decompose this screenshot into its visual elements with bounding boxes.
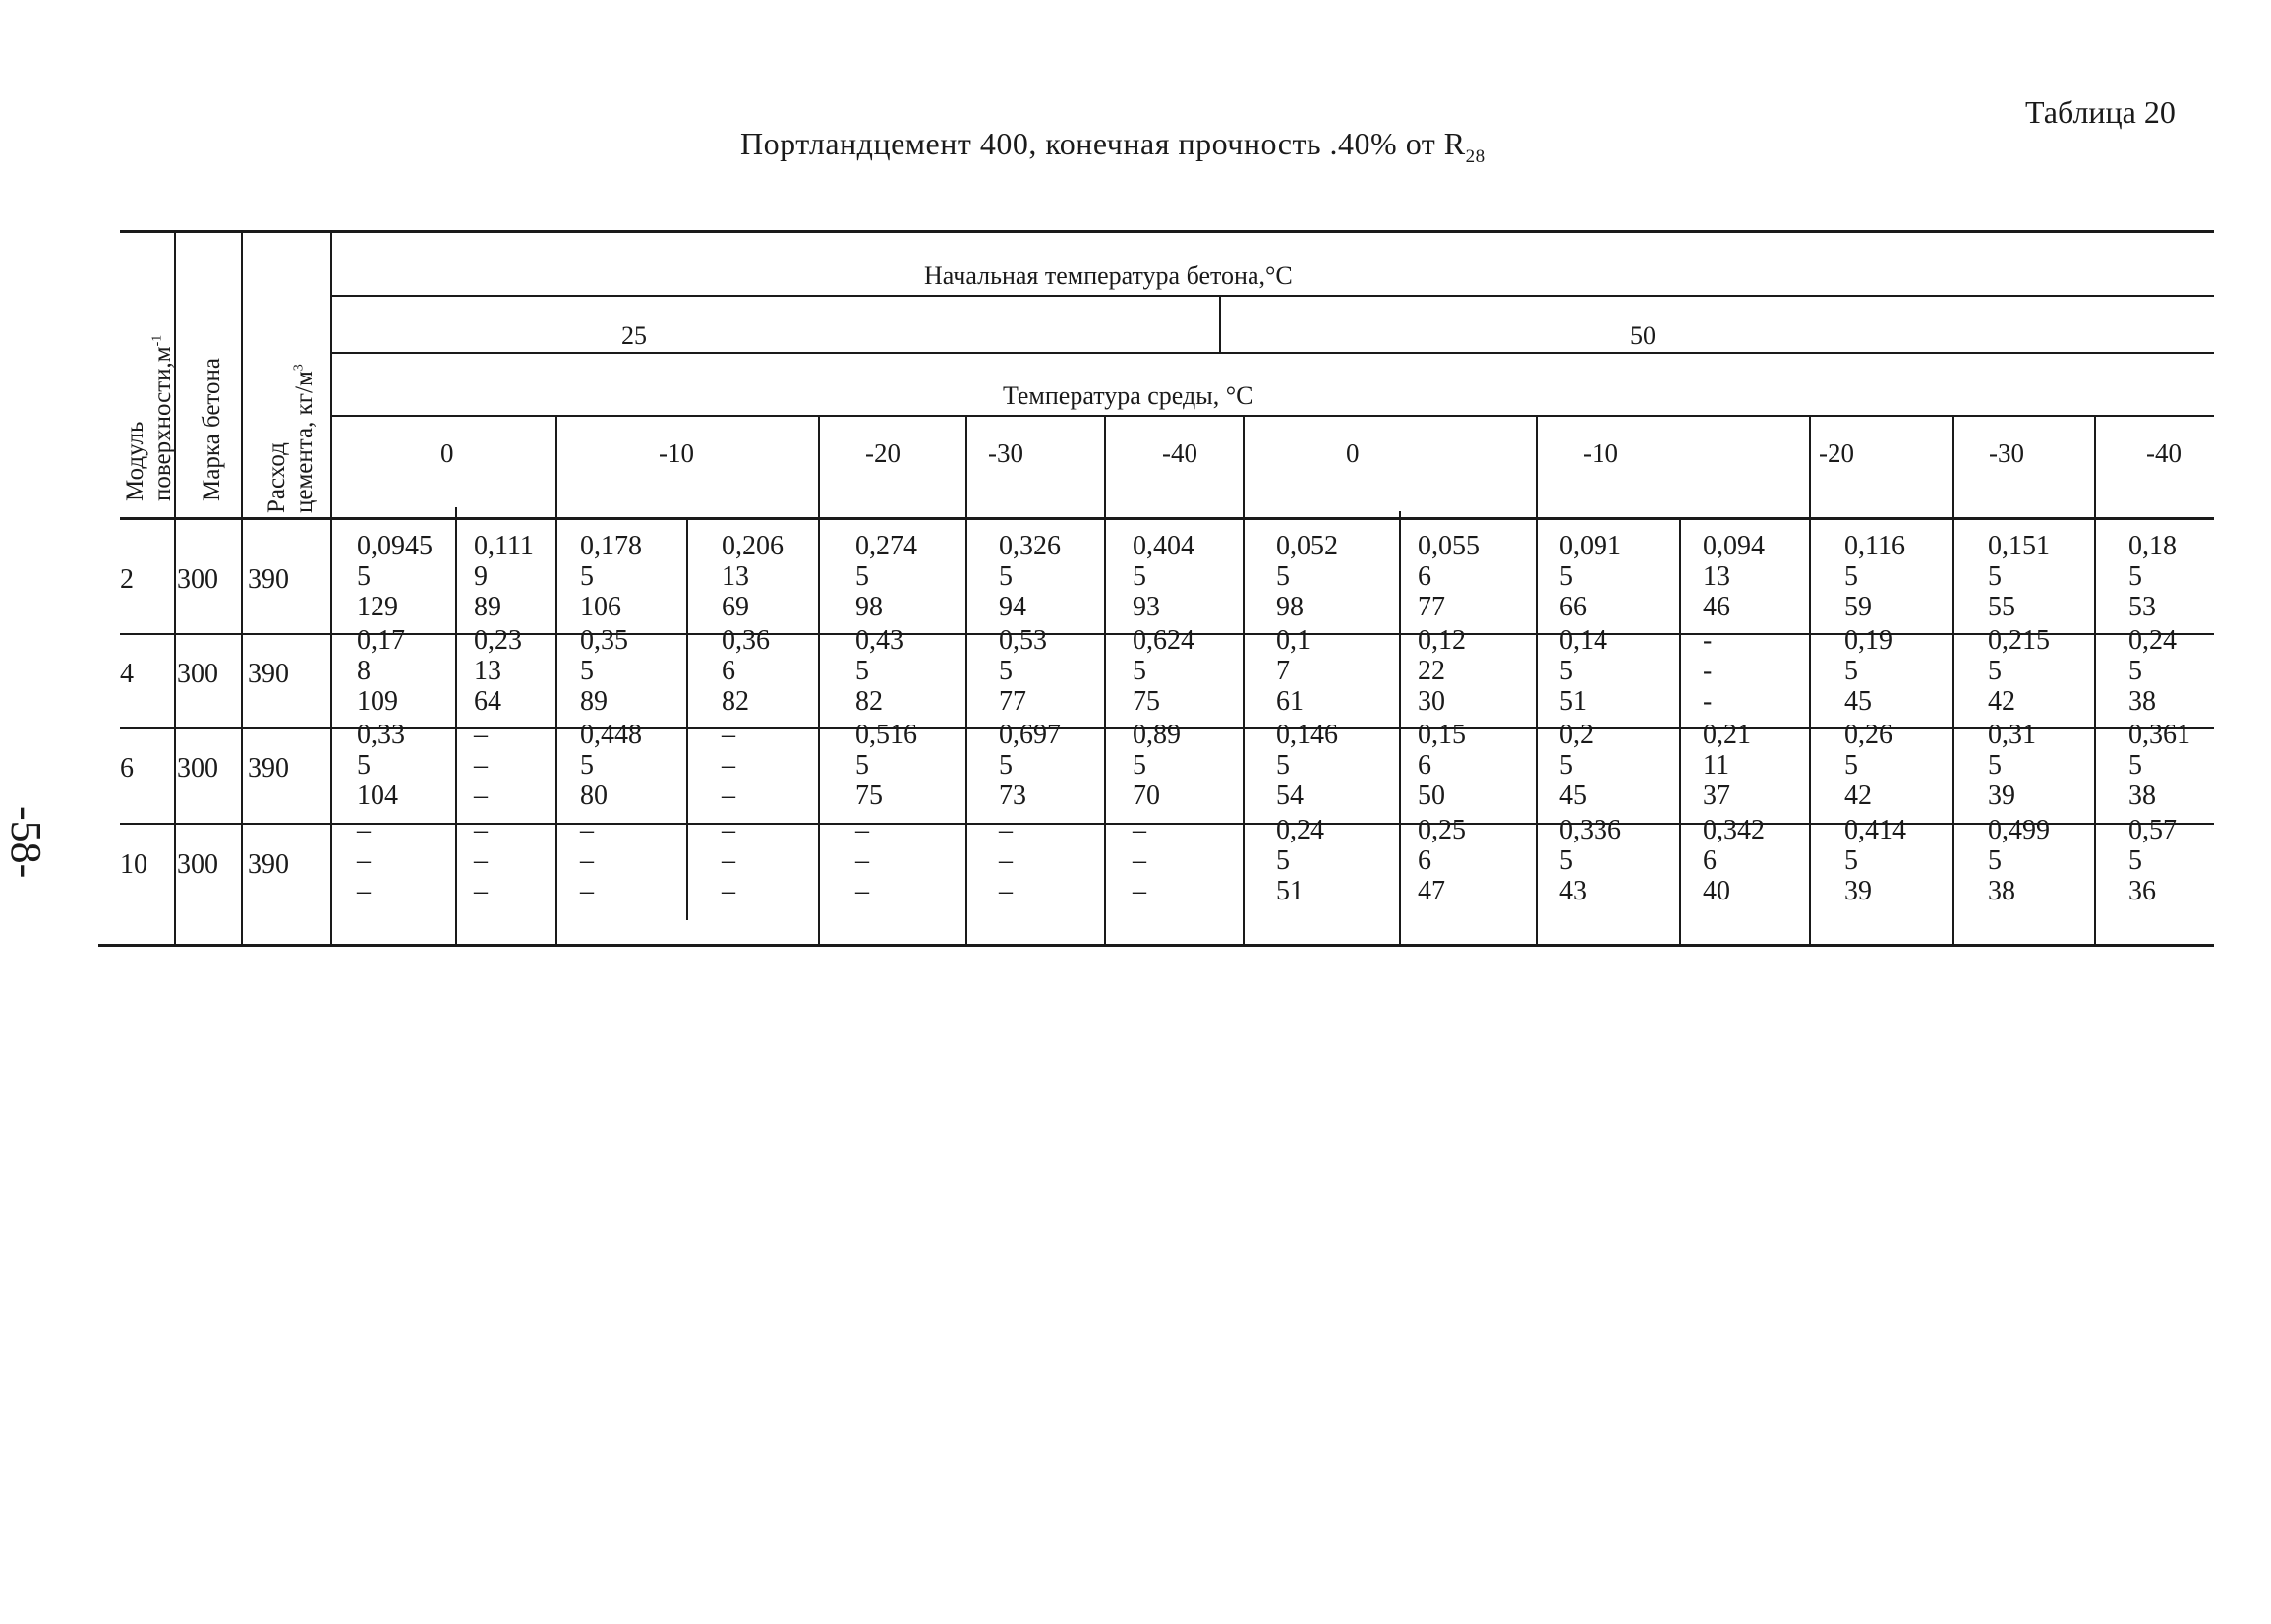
rule-under-env-temp [332,415,2214,417]
header-cement-line2: цемента, $кг/м^3$ [290,364,318,513]
header-grade: Марка бетона [199,358,225,501]
title-main: Портландцемент 400, конечная прочность .40% от R [740,126,1466,161]
table-cell: 0,342 6 40 [1703,815,1765,906]
vrule-50-m10 [1536,415,1538,946]
table-title [740,126,1485,168]
rule-top [120,230,2214,233]
table-cell: 0,31 5 39 [1988,720,2036,811]
table-cell: 0,055 6 77 [1418,531,1480,622]
rule-header-bottom [120,517,2214,520]
table-cell: 0,052 5 98 [1276,531,1338,622]
table-cell: 0,215 5 42 [1988,625,2050,717]
table-cell: 0,516 5 75 [855,720,917,811]
env-temp-25-m10: -10 [659,438,694,468]
header-cement-line1: Расход [263,442,290,513]
table-cell: 0,15 6 50 [1418,720,1466,811]
table-cell: 0,36 6 82 [722,625,770,717]
table-cell: 0,53 5 77 [999,625,1047,717]
table-cell: – – – [580,815,594,906]
vrule-50-m40 [2094,415,2096,946]
table-cell: 0,206 13 69 [722,531,784,622]
table-cell: 0,404 5 93 [1133,531,1194,622]
table-cell: 0,24 5 51 [1276,815,1324,906]
table-cell: 0,43 5 82 [855,625,903,717]
env-temp-50-m40: -40 [2146,438,2182,468]
table-cell: 0,151 5 55 [1988,531,2050,622]
row-cement: 390 [248,564,289,595]
row-grade: 300 [177,564,218,595]
row-cement: 390 [248,849,289,880]
header-modulus [122,335,176,501]
header-modulus-line1: Модуль [122,421,148,501]
table-cell: 0,091 5 66 [1559,531,1621,622]
table-cell: 0,094 13 46 [1703,531,1765,622]
env-temp-25-0: 0 [440,438,454,468]
table-cell: 0,0945 5 129 [357,531,433,622]
table-cell: 0,697 5 73 [999,720,1061,811]
rule-bottom [98,944,2214,947]
table-cell: 0,111 9 89 [474,531,534,622]
table-cell: 0,178 5 106 [580,531,642,622]
table-cell: 0,336 5 43 [1559,815,1621,906]
row-modulus: 4 [120,659,134,689]
env-temp-50-m10: -10 [1583,438,1618,468]
env-temp-25-m30: -30 [988,438,1023,468]
header-modulus-line2: $поверхности,м^{-1}$ [148,334,176,501]
table-cell: – – – [722,815,735,906]
table-cell: 0,2 5 45 [1559,720,1594,811]
rule-under-initial-temp [332,295,2214,297]
vrule-sub-50-m10 [1679,517,1681,946]
table-cell: – – – [855,815,869,906]
table-cell: 0,25 6 47 [1418,815,1466,906]
table-cell: 0,146 5 54 [1276,720,1338,811]
table-cell: – – – [474,815,488,906]
table-cell: 0,35 5 89 [580,625,628,717]
table-cell: 0,361 5 38 [2128,720,2190,811]
table-cell: 0,21 11 37 [1703,720,1751,811]
vrule-grade [241,230,243,946]
table-cell: 0,57 5 36 [2128,815,2177,906]
table-cell: 0,624 5 75 [1133,625,1194,717]
row-cement: 390 [248,753,289,783]
row-modulus: 2 [120,564,134,595]
env-temp-50-0: 0 [1346,438,1360,468]
vrule-sub-0-a [455,507,457,946]
rule-under-25-50 [332,352,2214,354]
env-temp-50-m20: -20 [1819,438,1854,468]
header-t50: 50 [1630,321,1656,350]
header-cement [263,364,318,513]
vrule-sub-50-0 [1399,511,1401,946]
header-t25: 25 [621,321,647,350]
table-cell: 0,14 5 51 [1559,625,1607,717]
table-cell: 0,326 5 94 [999,531,1061,622]
row-grade: 300 [177,753,218,783]
title-subscript: 28 [1465,146,1485,167]
vrule-50-m30 [1952,415,1954,946]
row-modulus: 10 [120,849,147,880]
table-cell: 0,1 7 61 [1276,625,1310,717]
row-grade: 300 [177,849,218,880]
table-cell: - - - [1703,625,1713,717]
table-cell: 0,23 13 64 [474,625,522,717]
table-cell: 0,448 5 80 [580,720,642,811]
table-cell: – – – [999,815,1013,906]
table-cell: 0,499 5 38 [1988,815,2050,906]
vrule-m10 [555,415,557,946]
header-initial-temp: Начальная температура бетона,°С [924,261,1293,290]
table-cell: 0,18 5 53 [2128,531,2177,622]
table-cell: 0,414 5 39 [1844,815,1906,906]
page-number: -58- [2,806,50,879]
table-cell: 0,17 8 109 [357,625,405,717]
row-cement: 390 [248,659,289,689]
env-temp-25-m20: -20 [865,438,901,468]
table-number: Таблица 20 [2025,94,2176,130]
env-temp-25-m40: -40 [1162,438,1197,468]
table-cell: 0,19 5 45 [1844,625,1892,717]
vrule-cement [330,230,332,946]
table-cell: 0,274 5 98 [855,531,917,622]
table-cell: 0,116 5 59 [1844,531,1905,622]
vrule-sub-m10-a [686,517,688,920]
table-cell: 0,26 5 42 [1844,720,1892,811]
row-grade: 300 [177,659,218,689]
vrule-50-0 [1243,415,1245,946]
table-cell: 0,89 5 70 [1133,720,1181,811]
table-cell: – – – [474,720,488,811]
table-cell: – – – [722,720,735,811]
header-env-temp: Температура среды, °С [1003,381,1253,410]
table-cell: – – – [1133,815,1146,906]
table-cell: – – – [357,815,371,906]
env-temp-50-m30: -30 [1989,438,2024,468]
table-cell: 0,33 5 104 [357,720,405,811]
vrule-m30 [965,415,967,946]
vrule-50-m20 [1809,415,1811,946]
vrule-m20 [818,415,820,946]
row-modulus: 6 [120,753,134,783]
table-cell: 0,24 5 38 [2128,625,2177,717]
vrule-25-50 [1219,295,1221,354]
table-cell: 0,12 22 30 [1418,625,1466,717]
vrule-m40 [1104,415,1106,946]
